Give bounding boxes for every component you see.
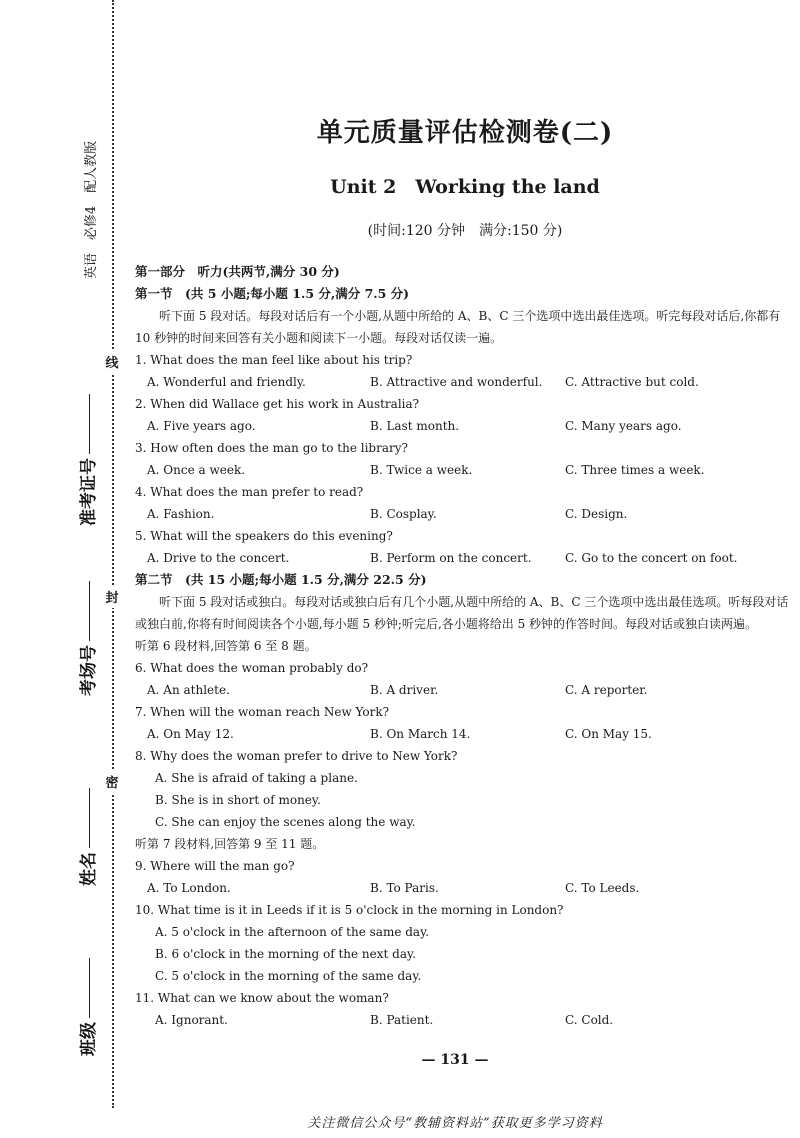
option-a: A. Fashion.	[147, 507, 215, 521]
name-field	[74, 716, 99, 886]
option-c: C. Three times a week.	[565, 463, 705, 477]
option-a: A. Wonderful and friendly.	[147, 375, 306, 389]
option-b: B. 6 o'clock in the morning of the next day.	[155, 947, 417, 961]
option-row	[135, 459, 790, 481]
class-label: 班级	[79, 1022, 99, 1056]
page-title: 单元质量评估检测卷(二)	[316, 118, 614, 148]
question-text: 8. Why does the woman prefer to drive to New York?	[135, 749, 458, 763]
footer-note: 关注微信公众号“教辅资料站”获取更多学习资料	[307, 1116, 603, 1131]
question-text: 5. What will the speakers do this evening?	[135, 529, 393, 543]
option-a: A. On May 12.	[147, 727, 234, 741]
unit-subtitle: Unit 2 Working the land	[330, 176, 600, 198]
option-a: A. An athlete.	[147, 683, 230, 697]
option-row	[135, 503, 790, 525]
option-b: B. Last month.	[370, 419, 460, 433]
option-a: A. 5 o'clock in the afternoon of the same day.	[155, 925, 430, 939]
time-info: (时间:120 分钟 满分:150 分)	[367, 223, 563, 239]
binding-dotted-line	[112, 0, 114, 1108]
option-b: B. Cosplay.	[370, 507, 437, 521]
question-text: 6. What does the woman probably do?	[135, 661, 369, 675]
option-b: B. Patient.	[370, 1013, 434, 1027]
class-blank	[89, 958, 90, 1018]
option-a: A. Five years ago.	[147, 419, 256, 433]
option-c: C. 5 o'clock in the morning of the same day.	[155, 969, 422, 983]
exam-number-field	[74, 356, 99, 526]
option-c: C. Go to the concert on foot.	[565, 551, 738, 565]
option-b: B. To Paris.	[370, 881, 439, 895]
option-b: B. Attractive and wonderful.	[370, 375, 543, 389]
question-text: 9. Where will the man go?	[135, 859, 295, 873]
question-text: 4. What does the man prefer to read?	[135, 485, 364, 499]
option-row	[135, 547, 790, 569]
question-text: 11. What can we know about the woman?	[135, 991, 389, 1005]
option-c: C. A reporter.	[565, 683, 648, 697]
question-text: 2. When did Wallace get his work in Australia?	[135, 397, 420, 411]
listening-note: 听第 7 段材料,回答第 9 至 11 题。	[135, 837, 325, 851]
option-b: B. Twice a week.	[370, 463, 473, 477]
book-edition-label: 英语 必修4 配人教版	[84, 140, 99, 280]
page-number: — 131 —	[421, 1052, 489, 1068]
exam-content	[135, 261, 790, 1031]
option-c: C. Attractive but cold.	[565, 375, 699, 389]
option-row	[135, 877, 790, 899]
option-row	[135, 723, 790, 745]
exam-number-label: 准考证号	[79, 458, 99, 526]
option-a: A. She is afraid of taking a plane.	[155, 771, 358, 785]
section1-heading: 第一节 (共 5 小题;每小题 1.5 分,满分 7.5 分)	[135, 286, 410, 301]
section1-instructions: 听下面 5 段对话。每段对话后有一个小题,从题中所给的 A、B、C 三个选项中选出最佳选项。听完每段对话后,你都有 10 秒钟的时间来回答有关小题和阅读下一小题。每段对话仅读一遍。	[135, 309, 781, 345]
option-b: B. A driver.	[370, 683, 439, 697]
exam-number-blank	[89, 394, 90, 454]
seal-mark-secret: 密	[104, 770, 120, 793]
option-row	[135, 1009, 790, 1031]
class-field	[74, 886, 99, 1056]
option-row	[135, 679, 790, 701]
option-row	[135, 415, 790, 437]
option-c: C. Design.	[565, 507, 628, 521]
option-b: B. Perform on the concert.	[370, 551, 532, 565]
option-a: A. Drive to the concert.	[147, 551, 290, 565]
option-c: C. Cold.	[565, 1013, 614, 1027]
question-text: 7. When will the woman reach New York?	[135, 705, 390, 719]
option-b: B. On March 14.	[370, 727, 471, 741]
option-c: C. Many years ago.	[565, 419, 682, 433]
section2-heading: 第二节 (共 15 小题;每小题 1.5 分,满分 22.5 分)	[135, 572, 427, 587]
listening-note: 听第 6 段材料,回答第 6 至 8 题。	[135, 639, 317, 653]
option-c: C. She can enjoy the scenes along the way.	[155, 815, 416, 829]
option-c: C. To Leeds.	[565, 881, 640, 895]
option-a: A. Once a week.	[147, 463, 246, 477]
section2-instructions: 听下面 5 段对话或独白。每段对话或独白后有几个小题,从题中所给的 A、B、C 三个选项中选出最佳选项。听每段对话或独白前,你将有时间阅读各个小题,每小题 5 秒钟;听完后,各小题将给出 5 秒钟的作答时间。每段对话或独白读两遍。	[135, 595, 789, 631]
part-heading: 第一部分 听力(共两节,满分 30 分)	[135, 264, 340, 279]
exam-room-label: 考场号	[79, 645, 99, 696]
option-c: C. On May 15.	[565, 727, 652, 741]
question-text: 3. How often does the man go to the library?	[135, 441, 408, 455]
exam-room-field	[74, 526, 99, 696]
option-a: A. Ignorant.	[155, 1013, 228, 1027]
exam-room-blank	[89, 581, 90, 641]
option-b: B. She is in short of money.	[155, 793, 321, 807]
seal-mark-line: 线	[104, 350, 120, 373]
seal-mark-seal: 封	[104, 585, 120, 608]
question-text: 1. What does the man feel like about his trip?	[135, 353, 413, 367]
name-label: 姓名	[79, 852, 99, 886]
option-row	[135, 371, 790, 393]
option-a: A. To London.	[147, 881, 231, 895]
question-text: 10. What time is it in Leeds if it is 5 o'clock in the morning in London?	[135, 903, 564, 917]
name-blank	[89, 788, 90, 848]
